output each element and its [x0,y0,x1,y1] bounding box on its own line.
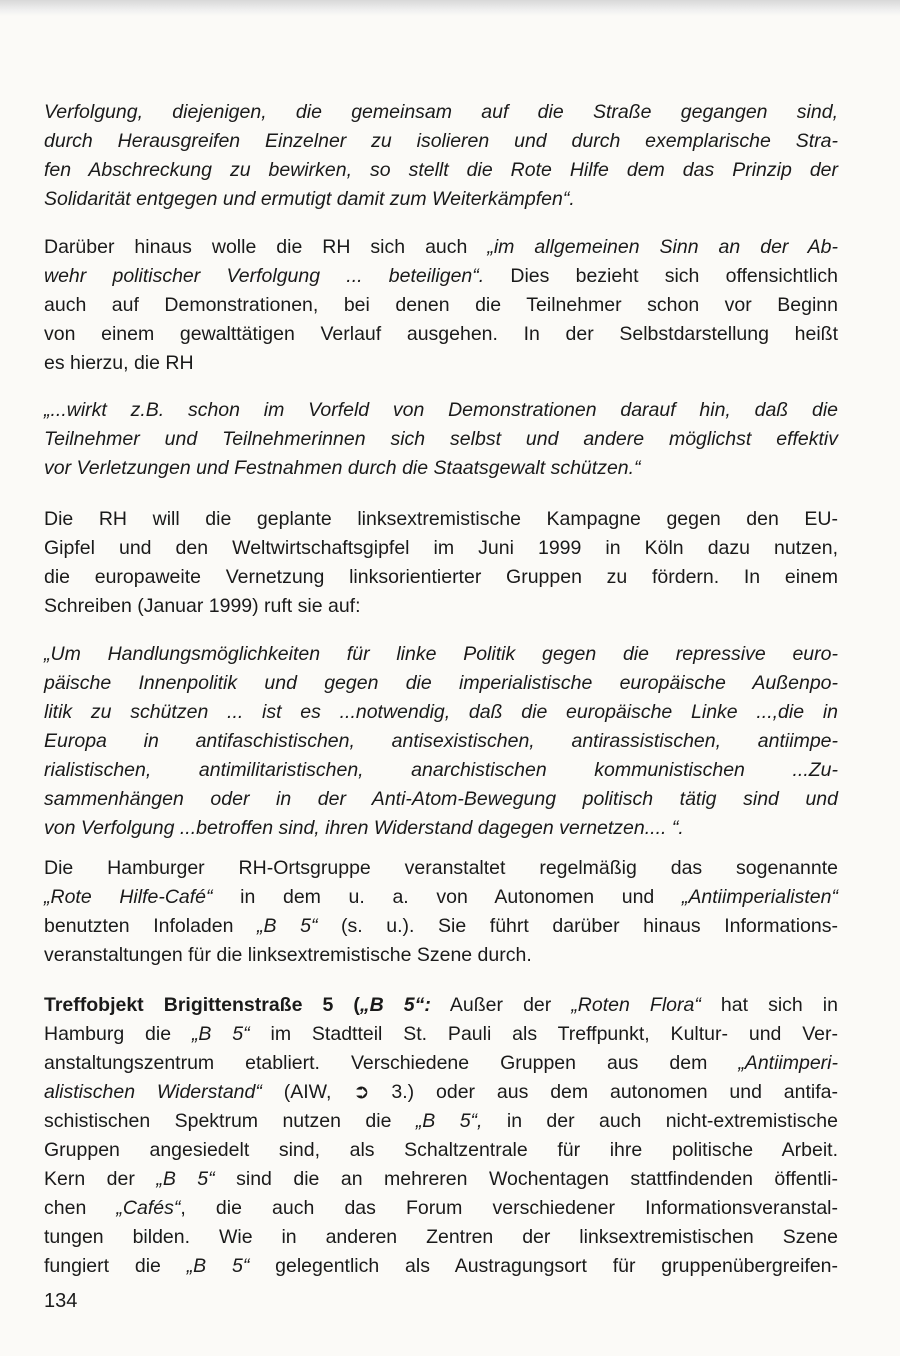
text-span: chen [44,1197,117,1219]
text-line: auch auf Demonstrationen, bei denen die Teilnehmer schon vor Beginn [44,294,838,316]
text-line: „...wirkt z.B. schon im Vorfeld von Demonstrationen darauf hin, daß die [44,399,838,421]
text-line [44,991,838,1020]
text-line: Die RH will die geplante linksextremistische Kampagne gegen den EU- [44,508,838,530]
text-line: fen Abschreckung zu bewirken, so stellt die Rote Hilfe dem das Prinzip der [44,159,838,181]
text-line [44,1194,838,1223]
text-span: anstaltungszentrum etabliert. Verschiedene Gruppen aus dem [44,1052,739,1074]
text-span: gelegentlich als Austragungsort für gruppenübergreifen- [249,1255,839,1277]
text-span: , die auch das Forum verschiedener Informationsveranstal- [180,1197,839,1219]
block-quote-aufruf [44,640,838,843]
text-line [44,912,838,941]
text-line: von einem gewalttätigen Verlauf ausgehen. In der Selbstdarstellung heißt [44,323,838,345]
text-line [44,1107,838,1136]
text-span: fungiert die [44,1255,187,1277]
text-span: in der auch nicht-extremistische [482,1110,838,1132]
text-line: litik zu schützen ... ist es ...notwendig, daß die europäische Linke ...,die in [44,701,838,723]
text-line [44,1049,838,1078]
text-span: Kern der [44,1168,157,1190]
text-span: benutzten Infoladen [44,915,258,937]
text-line: „Um Handlungsmöglichkeiten für linke Politik gegen die repressive euro- [44,643,838,665]
quote-continuation [44,98,838,214]
text-span: (s. u.). Sie führt darüber hinaus Informations- [317,915,838,937]
quote-span: alistischen Widerstand“ [44,1081,262,1103]
text-span: in dem u. a. von Autonomen und [212,886,682,908]
quote-span: „B 5“ [191,1023,250,1045]
quote-span: „Cafés“ [116,1197,181,1219]
text-line: vor Verletzungen und Festnahmen durch die Staatsgewalt schützen.“ [44,457,641,479]
text-line [44,1252,838,1281]
paragraph-eu-campaign [44,505,838,621]
text-line: sammenhängen oder in der Anti-Atom-Bewegung politisch tätig sind und [44,788,838,810]
text-span: Dies bezieht sich offensichtlich [484,265,838,287]
quote-span: „im allgemeinen Sinn an der Ab- [487,236,839,258]
text-span: schistischen Spektrum nutzen die [44,1110,416,1132]
quote-span: wehr politischer Verfolgung ... beteiligen“. [44,265,485,287]
section-heading-quote: „B 5“: [359,994,431,1016]
text-line: Europa in antifaschistischen, antisexistischen, antirassistischen, antiimpe- [44,730,838,752]
text-line [44,1165,838,1194]
text-line [44,1078,838,1107]
quote-span: „B 5“ [257,915,318,937]
text-line: die europaweite Vernetzung linksorientierter Gruppen zu fördern. In einem [44,566,838,588]
quote-span: „Rote Hilfe-Café“ [44,886,213,908]
text-line: durch Herausgreifen Einzelner zu isolieren und durch exemplarische Stra- [44,130,838,152]
text-line [44,233,838,262]
text-span: im Stadtteil St. Pauli als Treffpunkt, Kultur- und Ver- [249,1023,838,1045]
text-line [44,262,838,291]
quote-span: „B 5“, [415,1110,483,1132]
text-line: Verfolgung, diejenigen, die gemeinsam auf die Straße gegangen sind, [44,101,838,123]
text-span: Außer der [430,994,572,1016]
text-line [44,883,838,912]
text-span: sind die an mehreren Wochentagen stattfindenden öffentli- [214,1168,839,1190]
page-number: 134 [44,1290,78,1312]
paragraph-treffobjekt-b5 [44,991,838,1281]
quote-span: „Roten Flora“ [571,994,701,1016]
quote-span: „B 5“ [186,1255,250,1277]
text-span: Hamburg die [44,1023,192,1045]
text-line: päische Innenpolitik und gegen die imperialistische europäische Außenpo- [44,672,838,694]
scan-edge [0,0,900,16]
text-line: es hierzu, die RH [44,352,194,374]
text-line: Gipfel und den Weltwirtschaftsgipfel im Juni 1999 in Köln dazu nutzen, [44,537,838,559]
text-line: Die Hamburger RH-Ortsgruppe veranstaltet regelmäßig das sogenannte [44,857,838,879]
cross-reference-arrow-icon: ➲ [353,1081,370,1103]
text-line: veranstaltungen für die linksextremistische Szene durch. [44,944,532,966]
text-line [44,1020,838,1049]
section-heading: Treffobjekt Brigittenstraße 5 ( [44,994,360,1016]
text-line: Teilnehmer und Teilnehmerinnen sich selbst und andere möglichst effektiv [44,428,838,450]
text-line: rialistischen, antimilitaristischen, anarchistischen kommunistischen ...Zu- [44,759,838,781]
paragraph-rh-aims [44,233,838,378]
text-line: von Verfolgung ...betroffen sind, ihren Widerstand dagegen vernetzen.... “. [44,817,684,839]
text-span: 3.) oder aus dem autonomen und antifa- [369,1081,838,1103]
text-span: hat sich in [700,994,838,1016]
quote-span: „Antiimperialisten“ [681,886,838,908]
text-span: Darüber hinaus wolle die RH sich auch [44,236,488,258]
paragraph-hamburg-group [44,854,838,970]
text-line: Gruppen angesiedelt sind, als Schaltzentrale für ihre politische Arbeit. [44,1139,838,1161]
text-line: Schreiben (Januar 1999) ruft sie auf: [44,595,361,617]
text-line: tungen bilden. Wie in anderen Zentren der linksextremistischen Szene [44,1226,838,1248]
text-line: Solidarität entgegen und ermutigt damit zum Weiterkämpfen“. [44,188,575,210]
quote-span: „Antiimperi- [738,1052,838,1074]
block-quote-selbstdarstellung [44,396,838,483]
text-span: (AIW, [261,1081,354,1103]
quote-span: „B 5“ [156,1168,215,1190]
